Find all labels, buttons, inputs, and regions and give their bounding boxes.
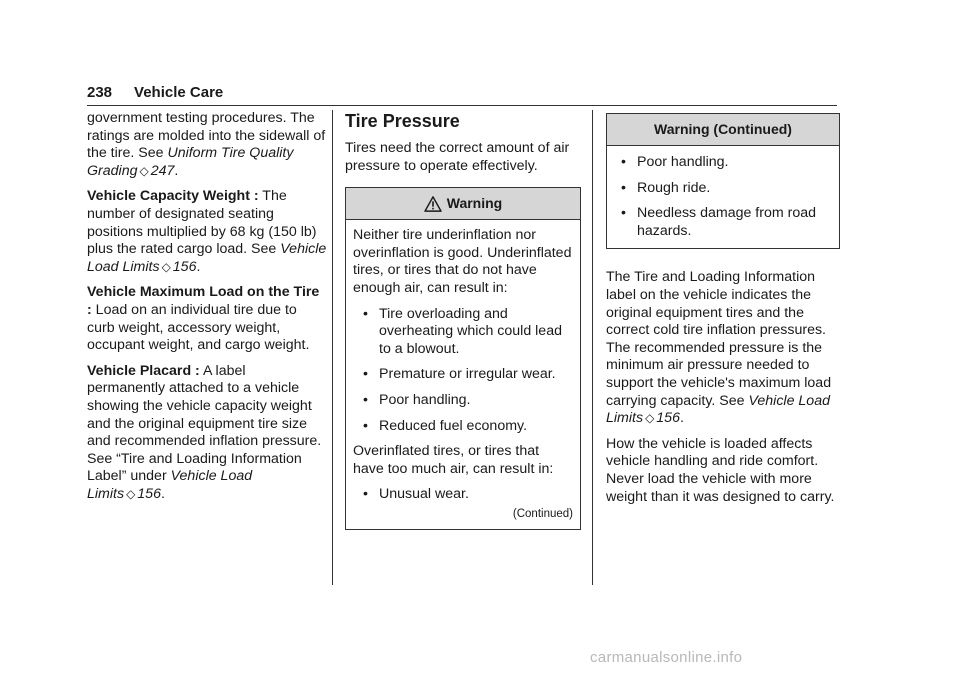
xref-link[interactable]: Vehicle Load Limits: [87, 241, 327, 275]
warning-continued-label: Warning (Continued): [654, 120, 792, 137]
xref-page[interactable]: 156: [656, 410, 680, 427]
list-item: • Needless damage from road hazards.: [621, 205, 817, 239]
column-3: [606, 113, 840, 514]
definition-max-load: Vehicle Maximum Load on the Tire : Load on an individual tire due to curb weight, accessory weight, occupant weight, and cargo weight.: [87, 284, 320, 354]
warning-para-overinflation: Overinflated tires, or tires that have too much air, can result in:: [353, 443, 554, 477]
warning-triangle-icon: [424, 196, 442, 212]
xref-link[interactable]: Vehicle Load Limits: [606, 392, 830, 427]
xref-link[interactable]: Vehicle Load Limits: [87, 468, 253, 502]
definition-capacity-weight: Vehicle Capacity Weight : The number of designated seating positions multiplied by 68 kg (150 lb) plus the rated cargo load. See Vehicle Load Limits ◇ 156.: [87, 188, 327, 275]
list-item: • Tire overloading and overheating which could lead to a blowout.: [363, 305, 562, 357]
paragraph-testing: government testing procedures. The ratings are molded into the sidewall of the tire. See Uniform Tire Quality Grading ◇ 247.: [87, 110, 326, 179]
section-title: Vehicle Care: [134, 84, 224, 101]
column-divider-1: [332, 110, 333, 585]
list-item: • Reduced fuel economy.: [363, 417, 528, 434]
warning-continued-header: [607, 114, 839, 146]
warning-continued-box: [606, 113, 840, 249]
paragraph-tire-label: The Tire and Loading Information label on the vehicle indicates the original equipment tires and the correct cold tire inflation pressures. The recommended pressure is the minimum air pressure needed to support the vehicle's maximum load carrying capacity. See Vehicle Load Limits ◇ 156.: [606, 269, 832, 427]
definition-placard: Vehicle Placard : A label permanently attached to a vehicle showing the vehicle capacity weight and the original equipment tire size and recommended inflation pressure. See “Tire and Loading Information Label” under Vehicle Load Limits ◇ 156.: [87, 362, 322, 502]
warning-label: Warning: [446, 194, 503, 211]
page-number: 238: [87, 84, 113, 101]
xref-page[interactable]: 156: [172, 258, 197, 275]
list-item: • Poor handling.: [621, 154, 729, 170]
warning-body: [346, 220, 580, 528]
tire-pressure-intro: Tires need the correct amount of air pressure to operate effectively.: [345, 140, 570, 174]
list-item: • Rough ride.: [621, 179, 711, 196]
warning-header: [346, 188, 580, 220]
tire-pressure-heading: Tire Pressure: [345, 111, 460, 131]
header-rule: [87, 105, 837, 106]
xref-link[interactable]: Uniform Tire Quality Grading: [87, 145, 294, 179]
list-item: • Poor handling.: [363, 391, 471, 408]
watermark: carmanualsonline.info: [590, 649, 743, 666]
page-ref-icon: ◇: [126, 486, 136, 501]
paragraph-loading: How the vehicle is loaded affects vehicle handling and ride comfort. Never load the vehicle with more weight than it was designed to carry.: [606, 435, 835, 505]
list-item: • Unusual wear.: [363, 486, 469, 503]
list-item: • Premature or irregular wear.: [363, 366, 556, 383]
warning-box: [345, 187, 581, 529]
column-1: [87, 110, 327, 511]
warning-para-underinflation: Neither tire underinflation nor overinflation is good. Underinflated tires, or tires that do not have enough air, can result in:: [353, 227, 572, 296]
page-ref-icon: ◇: [139, 163, 149, 178]
xref-page[interactable]: 247: [150, 162, 175, 179]
continued-label: (Continued): [512, 507, 573, 520]
warning-continued-body: [607, 146, 839, 248]
column-divider-2: [592, 110, 593, 585]
page-ref-icon: ◇: [645, 411, 655, 426]
page-header: [87, 84, 223, 101]
column-2: [345, 110, 581, 530]
page-ref-icon: ◇: [161, 259, 171, 274]
xref-page[interactable]: 156: [137, 485, 161, 502]
